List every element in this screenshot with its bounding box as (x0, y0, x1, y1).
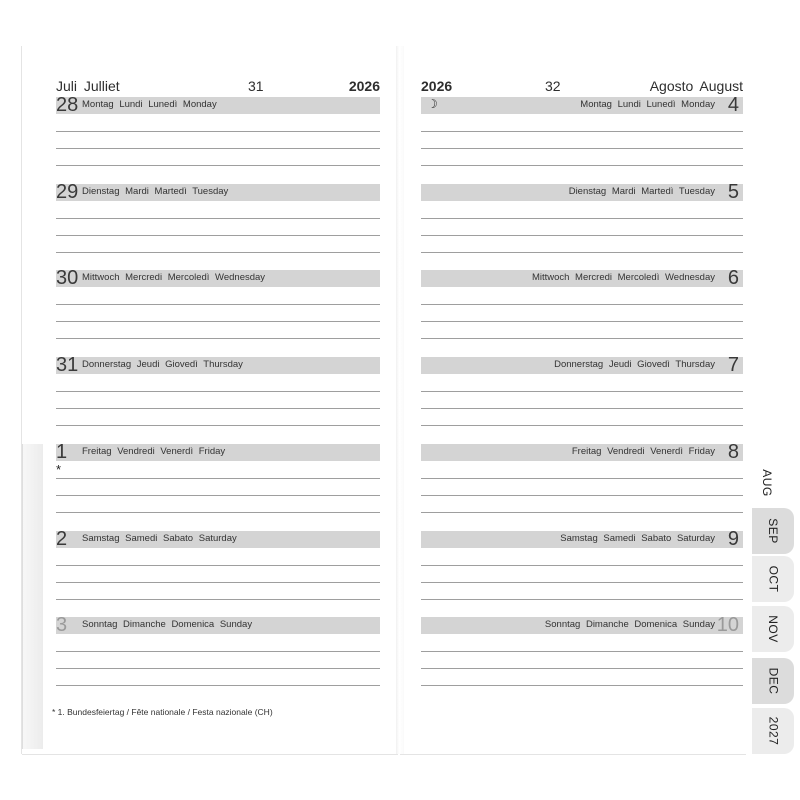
day-names: Donnerstag Jeudi Giovedì Thursday (82, 359, 243, 370)
writing-line[interactable] (421, 685, 743, 686)
day-entry (421, 354, 743, 441)
writing-line[interactable] (421, 651, 743, 652)
writing-line[interactable] (56, 304, 380, 305)
underlying-page-edge (22, 444, 43, 749)
day-names: Mittwoch Mercredi Mercoledì Wednesday (82, 272, 266, 283)
tab-dec[interactable] (752, 658, 794, 704)
book-gutter (396, 46, 404, 754)
writing-line[interactable] (56, 165, 380, 166)
day-number: 2 (56, 528, 68, 550)
day-entry (56, 354, 380, 441)
writing-line[interactable] (421, 304, 743, 305)
day-entry (56, 528, 380, 615)
day-number: 8 (727, 441, 739, 463)
writing-line[interactable] (56, 321, 380, 322)
tab-nov-label: NOV (765, 615, 780, 643)
writing-line[interactable] (421, 599, 743, 600)
day-names: Montag Lundi Lunedì Monday (82, 99, 217, 110)
writing-line[interactable] (421, 565, 743, 566)
tab-oct-label: OCT (766, 565, 780, 593)
day-entry (421, 94, 743, 181)
writing-line[interactable] (421, 425, 743, 426)
day-names: Sonntag Dimanche Domenica Sunday (544, 619, 715, 630)
writing-line[interactable] (56, 425, 380, 426)
day-names: Freitag Vendredi Venerdì Friday (571, 446, 715, 457)
writing-line[interactable] (56, 391, 380, 392)
writing-line[interactable] (421, 252, 743, 253)
writing-line[interactable] (421, 582, 743, 583)
day-number: 28 (56, 94, 79, 116)
day-names: Montag Lundi Lunedì Monday (580, 99, 715, 110)
day-entry (421, 181, 743, 268)
left-page-header (56, 76, 380, 96)
day-entry (56, 94, 380, 181)
writing-line[interactable] (421, 391, 743, 392)
writing-line[interactable] (56, 565, 380, 566)
writing-line[interactable] (421, 495, 743, 496)
left-year: 2026 (348, 78, 380, 94)
writing-line[interactable] (421, 148, 743, 149)
tab-oct[interactable] (752, 556, 794, 602)
writing-line[interactable] (56, 338, 380, 339)
holiday-asterisk-icon: * (56, 462, 62, 477)
right-week-number: 32 (545, 78, 561, 94)
tab-nov[interactable] (752, 606, 794, 652)
writing-line[interactable] (56, 651, 380, 652)
writing-line[interactable] (421, 218, 743, 219)
day-entry (421, 267, 743, 354)
day-names: Mittwoch Mercredi Mercoledì Wednesday (531, 272, 715, 283)
writing-line[interactable] (421, 478, 743, 479)
right-month-label: Agosto August (649, 78, 743, 94)
left-month-label: Juli Julliet (56, 78, 120, 94)
writing-line[interactable] (421, 512, 743, 513)
right-page-header (421, 76, 743, 96)
day-number: 1 (56, 441, 68, 463)
day-number: 9 (727, 528, 739, 550)
writing-line[interactable] (56, 478, 380, 479)
writing-line[interactable] (421, 165, 743, 166)
tab-dec-label: DEC (766, 667, 780, 695)
writing-line[interactable] (421, 235, 743, 236)
left-week-number: 31 (248, 78, 264, 94)
writing-line[interactable] (56, 512, 380, 513)
day-number: 30 (56, 267, 79, 289)
day-names: Samstag Samedi Sabato Saturday (82, 533, 237, 544)
day-entry (421, 441, 743, 528)
writing-line[interactable] (56, 131, 380, 132)
day-entry (421, 614, 743, 701)
holiday-footnote: * 1. Bundesfeiertag / Fête nationale / Festa nazionale (CH) (52, 707, 273, 717)
writing-line[interactable] (56, 599, 380, 600)
day-number: 29 (56, 181, 79, 203)
writing-line[interactable] (56, 218, 380, 219)
day-number: 31 (56, 354, 79, 376)
day-entry (56, 441, 380, 528)
moon-phase-icon: ☽ (427, 97, 438, 111)
day-names: Dienstag Mardi Martedì Tuesday (568, 186, 715, 197)
writing-line[interactable] (421, 408, 743, 409)
day-names: Sonntag Dimanche Domenica Sunday (82, 619, 253, 630)
writing-line[interactable] (56, 235, 380, 236)
writing-line[interactable] (421, 321, 743, 322)
tab-2027[interactable] (752, 708, 794, 754)
writing-line[interactable] (56, 582, 380, 583)
writing-line[interactable] (56, 252, 380, 253)
writing-line[interactable] (56, 495, 380, 496)
writing-line[interactable] (421, 131, 743, 132)
day-number: 5 (727, 181, 739, 203)
day-number: 7 (727, 354, 739, 376)
day-entry (56, 267, 380, 354)
day-names: Dienstag Mardi Martedì Tuesday (82, 186, 229, 197)
writing-line[interactable] (56, 148, 380, 149)
day-entry (56, 614, 380, 701)
day-entry (56, 181, 380, 268)
month-tabs (746, 446, 800, 754)
right-year: 2026 (421, 78, 453, 94)
day-number: 6 (727, 267, 739, 289)
day-number: 3 (56, 614, 68, 636)
tab-2027-label: 2027 (765, 716, 780, 746)
writing-line[interactable] (421, 338, 743, 339)
tab-aug-label: AUG (759, 469, 774, 497)
writing-line[interactable] (421, 668, 743, 669)
tab-sep[interactable] (752, 508, 794, 554)
day-names: Donnerstag Jeudi Giovedì Thursday (554, 359, 715, 370)
day-number: 10 (716, 614, 739, 636)
tab-sep-label: SEP (765, 518, 780, 544)
writing-line[interactable] (56, 685, 380, 686)
day-number: 4 (727, 94, 739, 116)
day-names: Freitag Vendredi Venerdì Friday (82, 446, 226, 457)
writing-line[interactable] (56, 668, 380, 669)
writing-line[interactable] (56, 408, 380, 409)
day-names: Samstag Samedi Sabato Saturday (560, 533, 715, 544)
day-entry (421, 528, 743, 615)
tab-aug[interactable] (746, 460, 788, 506)
